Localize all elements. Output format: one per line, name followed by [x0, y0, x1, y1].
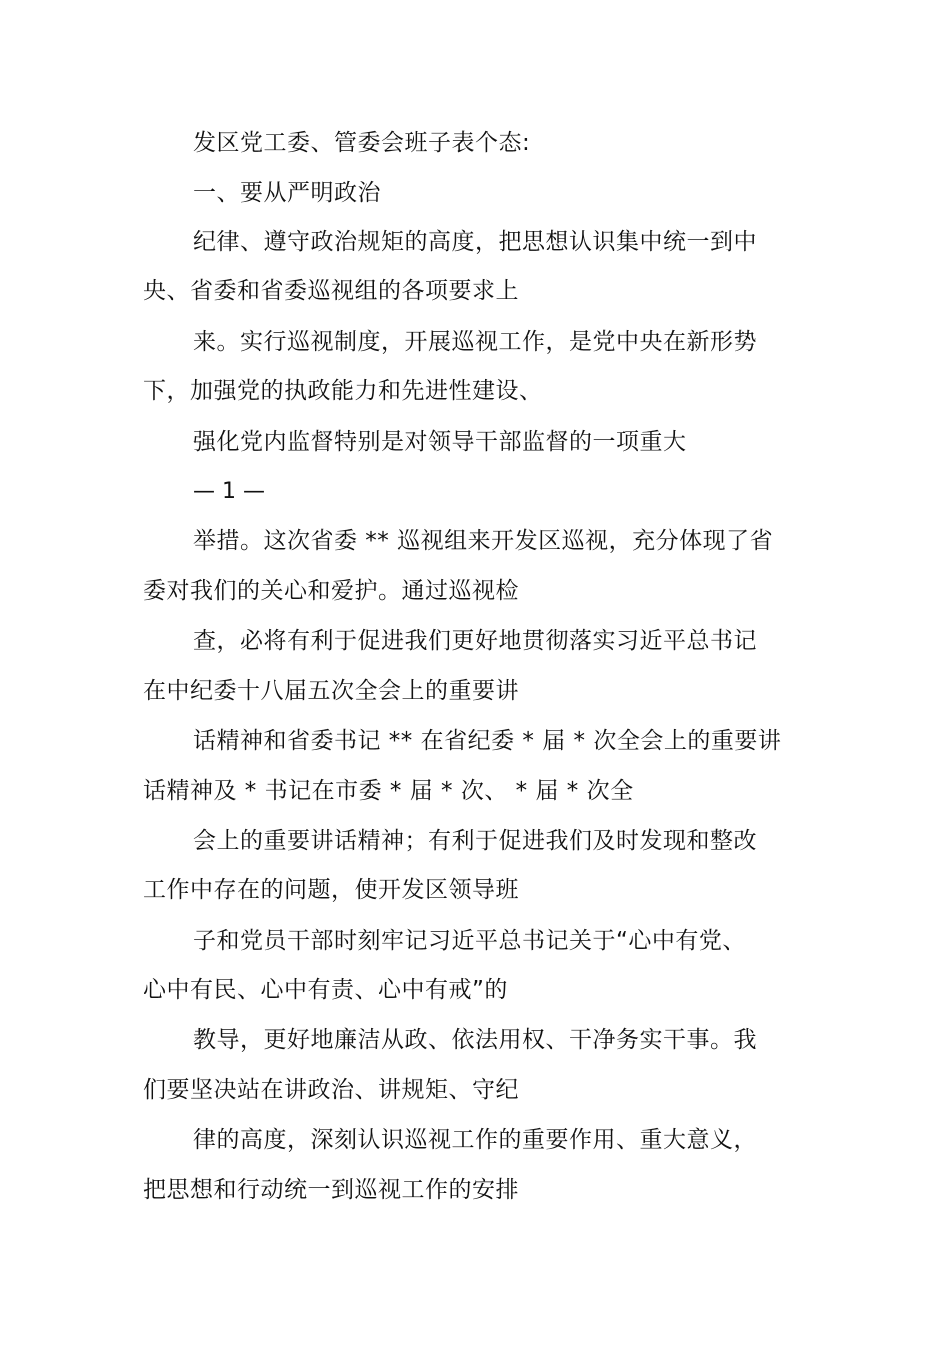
- paragraph-line: 们要坚决站在讲政治、讲规矩、守纪: [143, 1077, 519, 1103]
- paragraph-line: 工作中存在的问题，使开发区领导班: [143, 877, 519, 903]
- paragraph-line: 在中纪委十八届五次全会上的重要讲: [143, 678, 519, 704]
- section-heading: 一、要从严明政治: [193, 180, 381, 206]
- paragraph-line: 下，加强党的执政能力和先进性建设、: [143, 378, 543, 404]
- paragraph-line: 纪律、遵守政治规矩的高度，把思想认识集中统一到中: [193, 229, 757, 255]
- paragraph-line: 话精神及 * 书记在市委 * 届 * 次、 * 届 * 次全: [143, 778, 634, 804]
- paragraph-line: 央、省委和省委巡视组的各项要求上: [143, 278, 519, 304]
- page-number: — 1 —: [193, 479, 265, 504]
- paragraph-line: 查，必将有利于促进我们更好地贯彻落实习近平总书记: [193, 628, 757, 654]
- paragraph-line: 把思想和行动统一到巡视工作的安排: [143, 1177, 519, 1203]
- paragraph-line: 会上的重要讲话精神；有利于促进我们及时发现和整改: [193, 828, 757, 854]
- paragraph-line: 律的高度，深刻认识巡视工作的重要作用、重大意义，: [193, 1127, 757, 1153]
- paragraph-line: 子和党员干部时刻牢记习近平总书记关于“心中有党、: [193, 928, 746, 954]
- paragraph-line: 发区党工委、管委会班子表个态:: [193, 130, 531, 156]
- paragraph-line: 强化党内监督特别是对领导干部监督的一项重大: [193, 429, 687, 455]
- paragraph-line: 心中有民、心中有责、心中有戒”的: [143, 977, 508, 1003]
- paragraph-line: 委对我们的关心和爱护。通过巡视检: [143, 578, 519, 604]
- paragraph-line: 来。实行巡视制度，开展巡视工作，是党中央在新形势: [193, 329, 757, 355]
- paragraph-line: 举措。这次省委 ** 巡视组来开发区巡视，充分体现了省: [193, 528, 774, 554]
- paragraph-line: 教导，更好地廉洁从政、依法用权、干净务实干事。我: [193, 1027, 757, 1053]
- paragraph-line: 话精神和省委书记 ** 在省纪委 * 届 * 次全会上的重要讲: [193, 728, 782, 754]
